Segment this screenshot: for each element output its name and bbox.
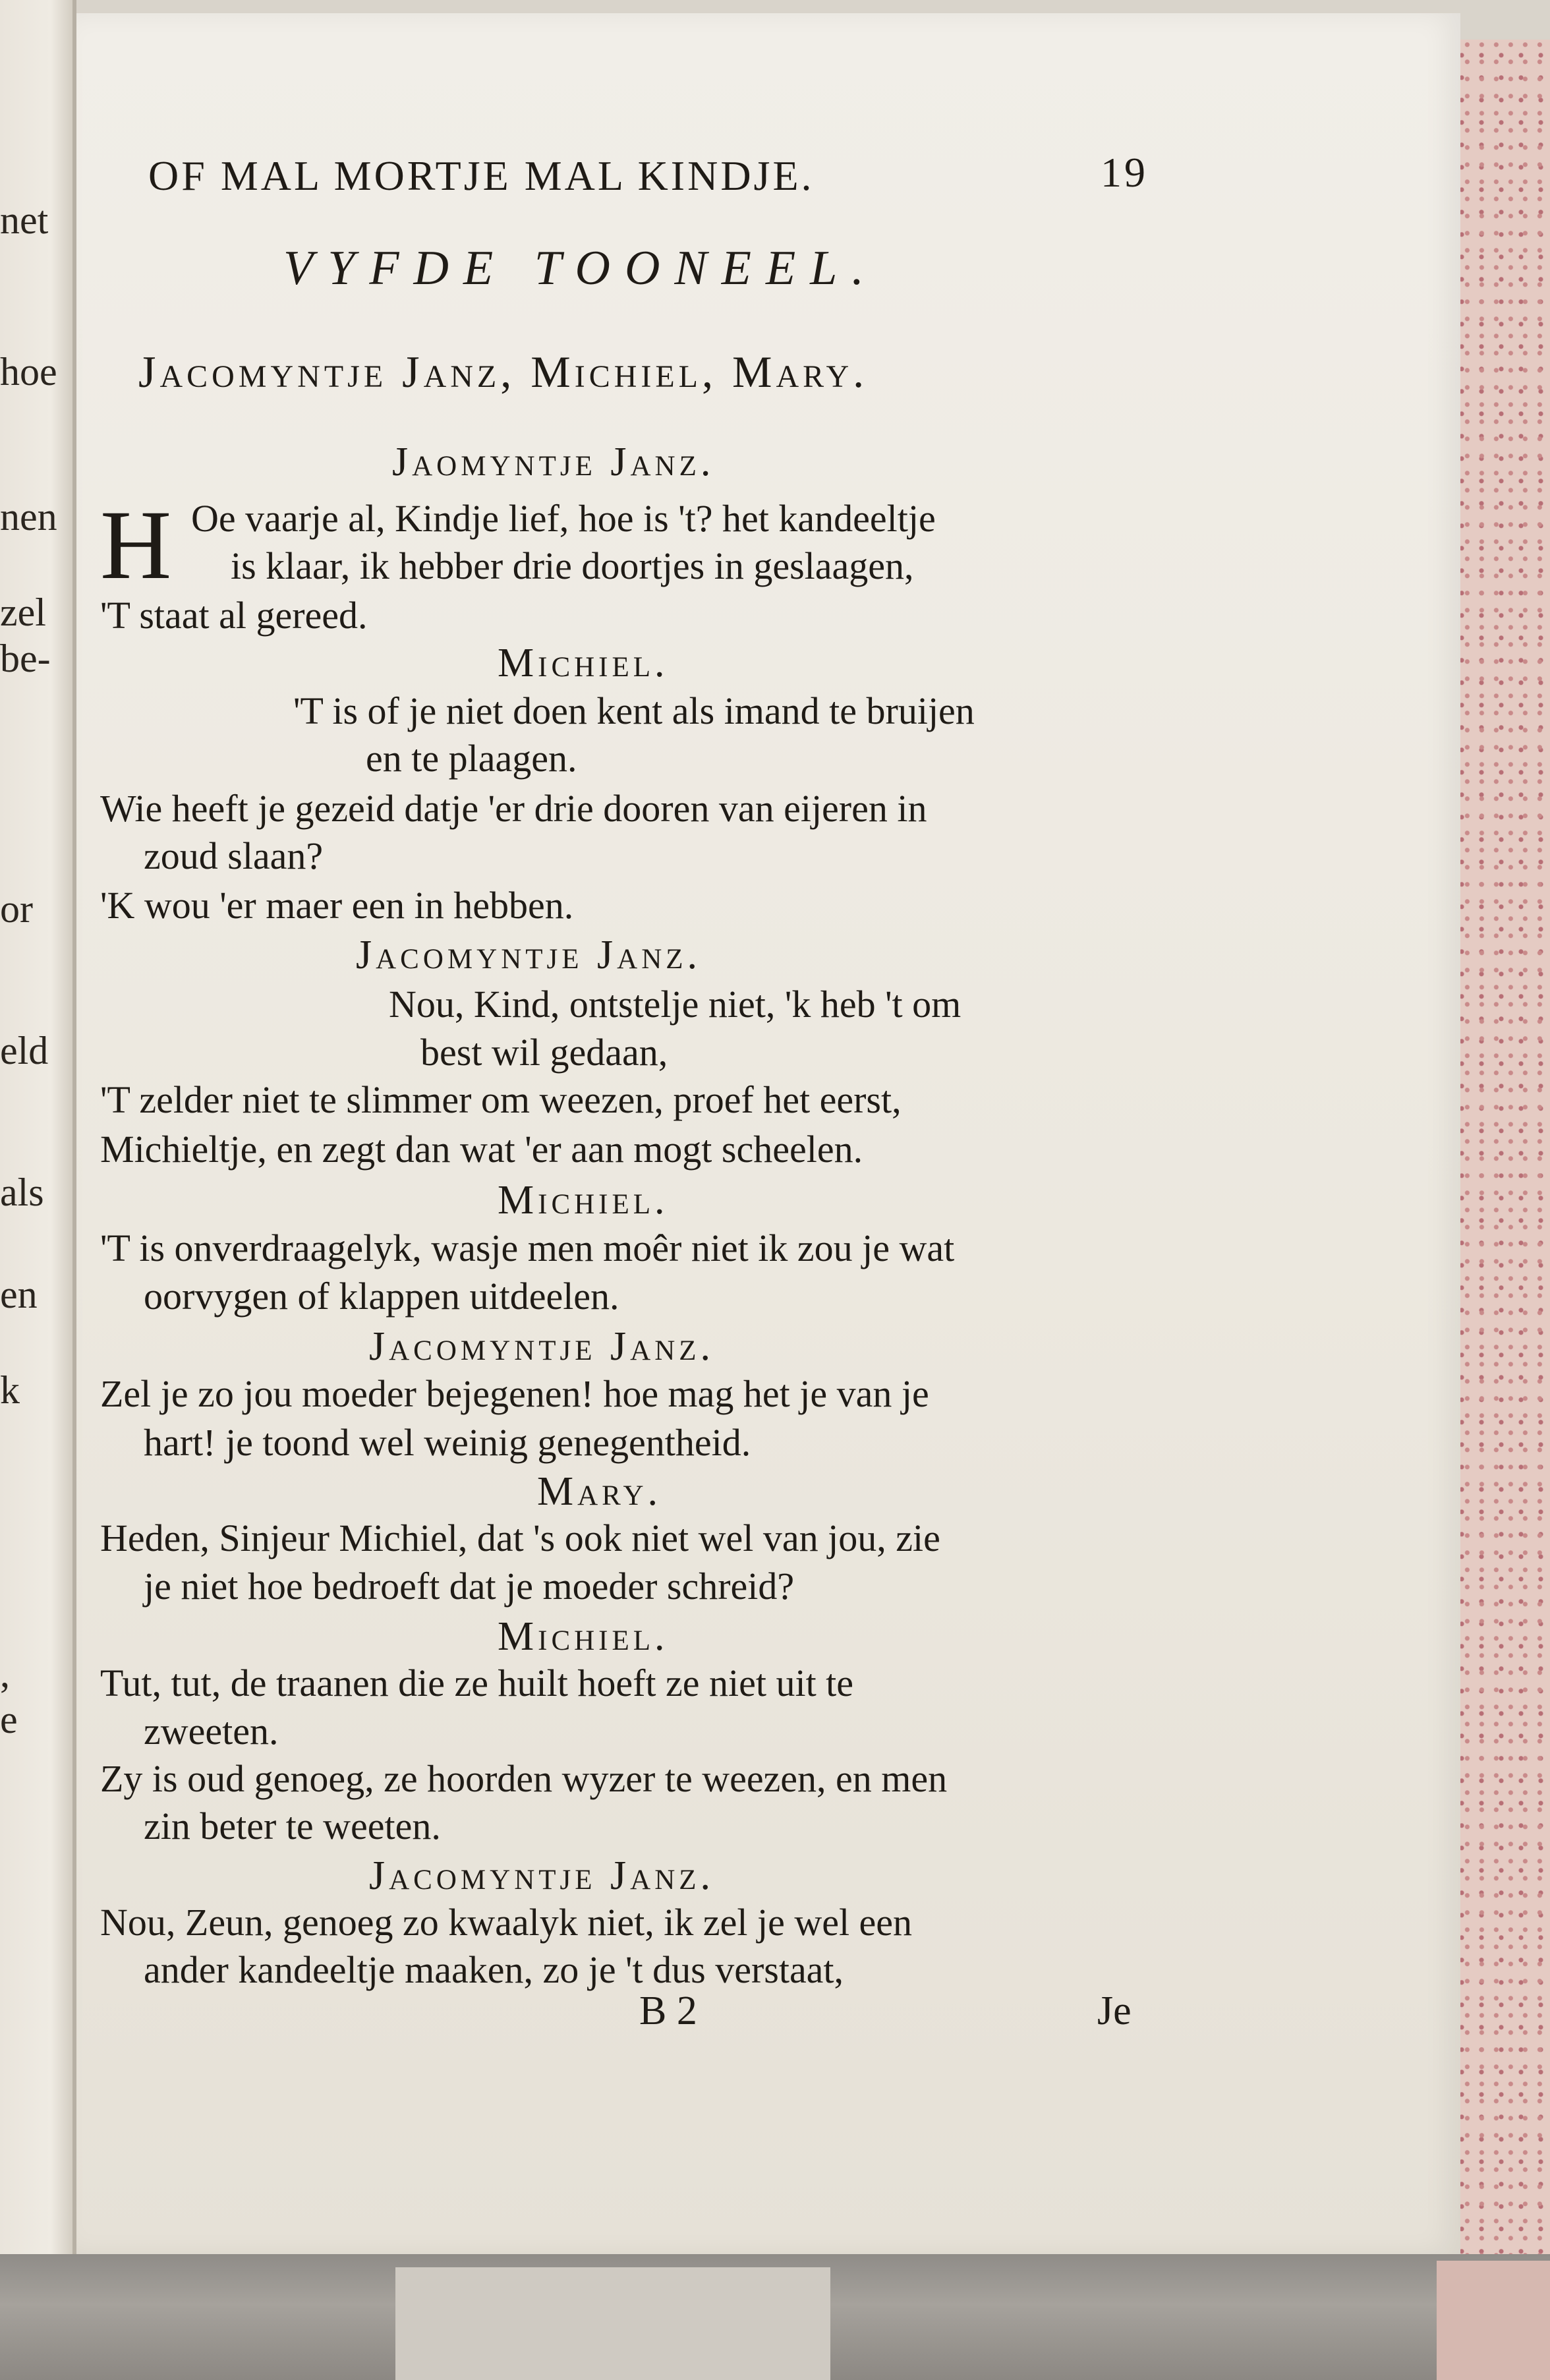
verse-line: Oe vaarje al, Kindje lief, hoe is 't? het kandeeltje (191, 497, 936, 540)
verse-line: 'T staat al gereed. (100, 594, 368, 637)
verse-line: ander kandeeltje maaken, zo je 't dus verstaat, (144, 1948, 844, 1991)
verse-line: zoud slaan? (144, 834, 324, 877)
verse-line: Michieltje, en zegt dan wat 'er aan mogt scheelen. (100, 1128, 863, 1171)
cover-corner (1437, 2261, 1550, 2380)
left-fragment: eld (0, 1029, 49, 1072)
verse-line: Nou, Zeun, genoeg zo kwaalyk niet, ik zel je wel een (100, 1901, 913, 1944)
catchword: Je (1097, 1988, 1132, 2033)
left-fragment: net (0, 198, 49, 242)
left-fragment: k (0, 1368, 20, 1412)
verse-line: is klaar, ik hebber drie doortjes in geslaagen, (231, 544, 914, 587)
previous-page-edge (0, 0, 76, 2254)
left-fragment: zel (0, 591, 46, 634)
speaker-heading: Jaomyntje Janz. (392, 440, 715, 484)
left-fragment: or (0, 887, 33, 931)
verse-line: zweeten. (144, 1710, 279, 1753)
verse-line: 'T is onverdraagelyk, wasje men moêr niet ik zou je wat (100, 1227, 955, 1269)
verse-line: 'T is of je niet doen kent als imand te bruijen (293, 689, 975, 732)
verse-line: zin beter te weeten. (144, 1805, 441, 1847)
verse-line: 'T zelder niet te slimmer om weezen, proef het eerst, (100, 1078, 902, 1121)
speaker-heading: Jacomyntje Janz. (369, 1324, 715, 1369)
speaker-heading: Jacomyntje Janz. (369, 1853, 715, 1898)
left-fragment: en (0, 1273, 38, 1316)
verse-line: 'K wou 'er maer een in hebben. (100, 884, 574, 927)
verse-line: Wie heeft je gezeid datje 'er drie dooren van eijeren in (100, 787, 927, 830)
speaker-heading: Michiel. (498, 641, 669, 685)
verse-line: oorvygen of klappen uitdeelen. (144, 1275, 619, 1318)
left-fragment: , (0, 1652, 10, 1695)
running-title: OF MAL MORTJE MAL KINDJE. (148, 152, 815, 199)
scene-title: VYFDE TOONEEL. (283, 241, 878, 295)
left-fragment: als (0, 1171, 44, 1214)
verse-line: Nou, Kind, ontstelje niet, 'k heb 't om (389, 983, 962, 1026)
left-fragment: nen (0, 495, 57, 538)
verse-line: Zel je zo jou moeder bejegenen! hoe mag het je van je (100, 1372, 929, 1415)
verse-line: Zy is oud genoeg, ze hoorden wyzer te weezen, en men (100, 1757, 948, 1800)
speaker-heading: Michiel. (498, 1614, 669, 1659)
verse-line: Heden, Sinjeur Michiel, dat 's ook niet wel van jou, zie (100, 1517, 940, 1559)
signature-mark: B 2 (639, 1988, 697, 2033)
left-fragment: be- (0, 637, 51, 680)
verse-line: Tut, tut, de traanen die ze huilt hoeft ze niet uit te (100, 1662, 854, 1704)
verse-line: en te plaagen. (366, 737, 577, 780)
drop-cap: H (100, 490, 172, 600)
speaker-heading: Michiel. (498, 1178, 669, 1223)
left-fragment: hoe (0, 350, 57, 393)
left-fragment: e (0, 1698, 18, 1741)
book-cover-edge (1450, 40, 1550, 2380)
speaker-heading: Jacomyntje Janz. (356, 933, 702, 977)
verse-line: best wil gedaan, (420, 1031, 668, 1074)
characters-line: Jacomyntje Janz, Michiel, Mary. (138, 347, 869, 397)
speaker-heading: Mary. (537, 1469, 662, 1514)
verse-line: hart! je toond wel weinig genegentheid. (144, 1421, 751, 1464)
page-number: 19 (1101, 149, 1148, 196)
paper-strip (395, 2267, 830, 2380)
verse-line: je niet hoe bedroeft dat je moeder schreid? (144, 1565, 795, 1608)
